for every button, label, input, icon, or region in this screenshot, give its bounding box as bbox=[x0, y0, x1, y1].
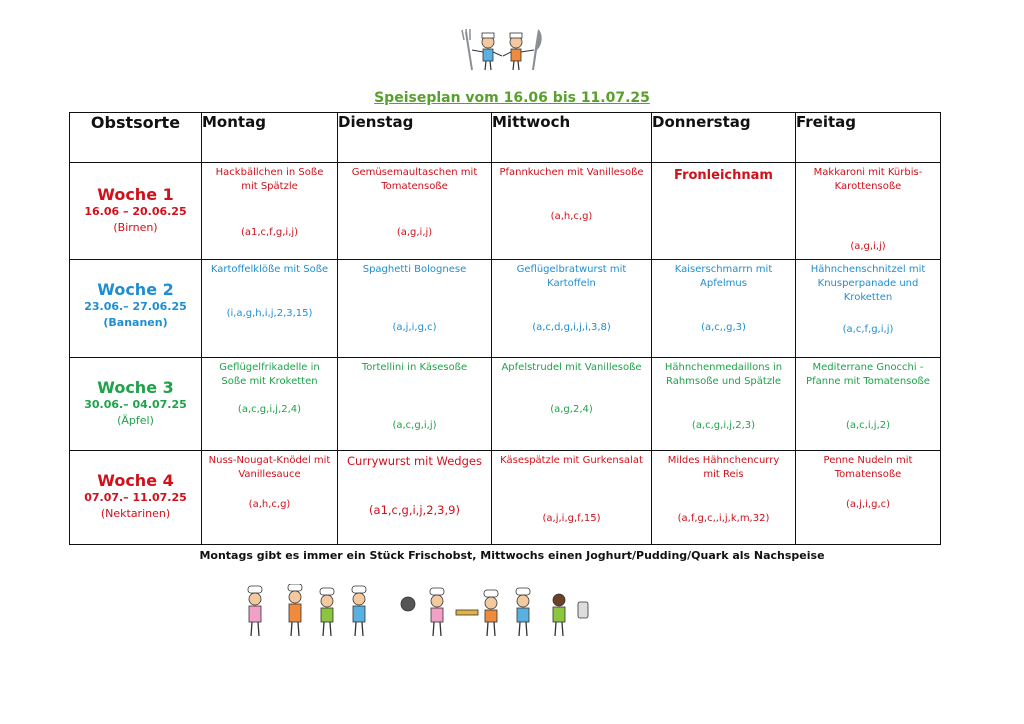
chefs-with-cutlery-icon bbox=[458, 26, 548, 74]
week-label-cell bbox=[70, 451, 202, 545]
allergens-text: (a,j,i,g,c) bbox=[392, 322, 437, 333]
allergens-text: (a,c,f,g,i,j) bbox=[842, 324, 894, 335]
dish-text: Mediterrane Gnocchi - Pfanne mit Tomatensoße bbox=[806, 362, 930, 387]
week-row-2 bbox=[70, 260, 941, 358]
allergens-text: (a,c,,g,3) bbox=[701, 322, 746, 333]
menu-table bbox=[69, 112, 941, 545]
meal-cell bbox=[202, 451, 338, 545]
allergens-text: (a,f,g,c,,i,j,k,m,32) bbox=[677, 513, 770, 524]
meal-cell bbox=[492, 358, 652, 451]
header-row bbox=[70, 113, 941, 163]
meal-cell bbox=[492, 260, 652, 358]
allergens-text: (a,h,c,g) bbox=[248, 499, 291, 510]
week-name: Woche 1 bbox=[97, 185, 174, 204]
week-row-3 bbox=[70, 358, 941, 451]
week-dates: 07.07.– 11.07.25 bbox=[84, 491, 187, 504]
dish-text: Penne Nudeln mit Tomatensoße bbox=[823, 455, 913, 480]
week-fruit: (Nektarinen) bbox=[100, 507, 171, 520]
meal-cell bbox=[338, 358, 492, 451]
allergens-text: (a,c,g,i,j,2,4) bbox=[237, 404, 302, 415]
week-dates: 16.06 – 20.06.25 bbox=[84, 205, 187, 218]
allergens-text: (a1,c,f,g,i,j) bbox=[240, 227, 299, 238]
week-fruit: (Bananen) bbox=[103, 316, 168, 329]
allergens-text: (a,g,i,j) bbox=[850, 241, 886, 252]
dish-text: Currywurst mit Wedges bbox=[347, 454, 482, 468]
meal-cell bbox=[796, 358, 941, 451]
meal-cell bbox=[202, 358, 338, 451]
page-title: Speiseplan vom 16.06 bis 11.07.25 bbox=[374, 90, 650, 106]
week-name: Woche 3 bbox=[97, 378, 174, 397]
header-dienstag: Dienstag bbox=[338, 113, 492, 163]
meal-cell bbox=[652, 260, 796, 358]
meal-cell bbox=[202, 260, 338, 358]
week-dates: 30.06.– 04.07.25 bbox=[84, 398, 187, 411]
meal-cell bbox=[796, 451, 941, 545]
allergens-text: (a,c,i,j,2) bbox=[845, 420, 891, 431]
dessert-note: Montags gibt es immer ein Stück Frischobst, Mittwochs einen Joghurt/Pudding/Quark als Nachspeise bbox=[199, 549, 825, 562]
dish-text: Nuss-Nougat-Knödel mit Vanillesauce bbox=[208, 455, 331, 480]
dish-text: Spaghetti Bolognese bbox=[362, 264, 467, 275]
dish-text: Gemüsemaultaschen mit Tomatensoße bbox=[351, 167, 478, 192]
allergens-text: (a,j,i,g,f,15) bbox=[542, 513, 601, 524]
week-row-4 bbox=[70, 451, 941, 545]
dish-text: Hackbällchen in Soße mit Spätzle bbox=[215, 167, 324, 192]
allergens-text: (a,g,i,j) bbox=[396, 227, 433, 238]
header-obstsorte: Obstsorte bbox=[70, 113, 202, 163]
meal-cell bbox=[338, 260, 492, 358]
dish-text: Pfannkuchen mit Vanillesoße bbox=[499, 167, 644, 178]
week-label-cell bbox=[70, 260, 202, 358]
meal-cell bbox=[338, 163, 492, 260]
header-montag: Montag bbox=[202, 113, 338, 163]
cooking-children-illustration-icon bbox=[244, 584, 596, 640]
allergens-text: (a,j,i,g,c) bbox=[845, 499, 891, 510]
allergens-text: (a,g,2,4) bbox=[550, 404, 593, 415]
allergens-text: (a1,c,g,i,j,2,3,9) bbox=[369, 503, 460, 517]
meal-cell bbox=[202, 163, 338, 260]
header-mittwoch: Mittwoch bbox=[492, 113, 652, 163]
allergens-text: (a,c,d,g,i,j,i,3,8) bbox=[532, 322, 611, 333]
dish-text: Tortellini in Käsesoße bbox=[361, 362, 468, 373]
dish-text: Apfelstrudel mit Vanillesoße bbox=[501, 362, 642, 373]
meal-cell bbox=[492, 163, 652, 260]
header-donnerstag: Donnerstag bbox=[652, 113, 796, 163]
dish-text: Mildes Hähnchencurry mit Reis bbox=[667, 455, 780, 480]
week-dates: 23.06.– 27.06.25 bbox=[84, 300, 187, 313]
allergens-text: (a,c,g,i,j) bbox=[392, 420, 437, 431]
dish-text: Geflügelbratwurst mit Kartoffeln bbox=[516, 264, 627, 289]
meal-cell bbox=[652, 451, 796, 545]
meal-cell bbox=[796, 260, 941, 358]
allergens-text: (i,a,g,h,i,j,2,3,15) bbox=[226, 308, 313, 319]
dish-text: Geflügelfrikadelle in Soße mit Kroketten bbox=[219, 362, 320, 387]
dish-text: Fronleichnam bbox=[674, 168, 773, 183]
meal-cell bbox=[492, 451, 652, 545]
dish-text: Kaiserschmarrn mit Apfelmus bbox=[674, 264, 773, 289]
allergens-text: (a,h,c,g) bbox=[550, 211, 593, 222]
week-label-cell bbox=[70, 163, 202, 260]
dish-text: Kartoffelklöße mit Soße bbox=[210, 264, 329, 275]
dish-text: Käsespätzle mit Gurkensalat bbox=[500, 455, 643, 466]
meal-cell bbox=[652, 358, 796, 451]
dish-text: Makkaroni mit Kürbis-Karottensoße bbox=[813, 167, 923, 192]
header-freitag: Freitag bbox=[796, 113, 941, 163]
week-row-1 bbox=[70, 163, 941, 260]
week-fruit: (Birnen) bbox=[113, 221, 158, 234]
week-name: Woche 2 bbox=[97, 280, 174, 299]
meal-cell bbox=[796, 163, 941, 260]
dish-text: Hähnchenschnitzel mit Knusperpanade und Kroketten bbox=[810, 264, 926, 303]
meal-cell bbox=[652, 163, 796, 260]
allergens-text: (a,c,g,i,j,2,3) bbox=[691, 420, 756, 431]
week-label-cell bbox=[70, 358, 202, 451]
dish-text: Hähnchenmedaillons in Rahmsoße und Spätzle bbox=[664, 362, 783, 387]
meal-cell bbox=[338, 451, 492, 545]
week-fruit: (Äpfel) bbox=[117, 414, 154, 427]
week-name: Woche 4 bbox=[97, 471, 174, 490]
